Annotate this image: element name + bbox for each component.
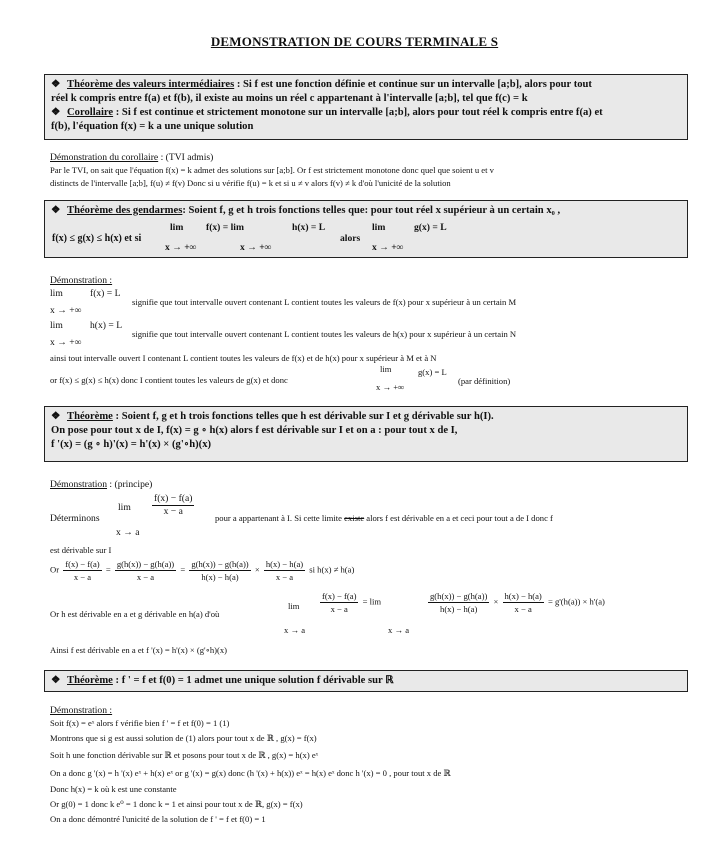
frac-numerator: g(h(x)) − g(h(a)) bbox=[191, 559, 249, 569]
demo-line: or f(x) ≤ g(x) ≤ h(x) donc I contient toutes les valeurs de g(x) et donc bbox=[50, 375, 288, 385]
lim-symbol: lim bbox=[170, 222, 184, 233]
equation-row: Or $\frac{f(x) - f(a)}{x - a}$ = $\frac{g(h(x)) - g(h(a))}{x - a}$ = $\frac{g(h(x)) - g(h(a))}{h(x) - h(a)}$ × $\frac{h(x) - h(a)}{x - a}$ si h(x) ≠ h(a) bbox=[50, 559, 355, 582]
frac-denominator: h(x) − h(a) bbox=[201, 572, 239, 582]
frac-numerator: h(x) − h(a) bbox=[265, 559, 304, 569]
box-line bbox=[51, 106, 681, 120]
demo-heading bbox=[50, 274, 112, 287]
demo-heading bbox=[50, 704, 112, 717]
theorem-label: Théorème bbox=[67, 411, 113, 422]
demo-heading bbox=[50, 151, 213, 164]
alors-text: alors bbox=[340, 233, 361, 244]
frac-denominator: x − a bbox=[330, 604, 348, 614]
box-line bbox=[51, 92, 681, 106]
demo-line: Ainsi f est dérivable en a et f '(x) = h'(x) × (g'∘h)(x) bbox=[50, 645, 227, 655]
bullet-icon: ❖ bbox=[51, 205, 61, 216]
hx-eq: h(x) = L bbox=[90, 320, 123, 331]
frac-numerator: g(h(x)) − g(h(a)) bbox=[116, 559, 175, 569]
theorem-text: : Si f est une fonction définie et continue sur un intervalle [a;b], alors pour tout bbox=[234, 79, 592, 90]
frac-denominator: h(x) − h(a) bbox=[440, 604, 478, 614]
lim-symbol: lim bbox=[380, 364, 392, 374]
fx-eq: f(x) = L bbox=[90, 288, 121, 299]
demo-heading-label: Démonstration : bbox=[50, 275, 113, 286]
demo-line: distincts de l'intervalle [a;b], f(u) ≠ f(v) Donc si u vérifie f(u) = k et si u ≠ v alors f(v) ≠ k d'où l'unicité de la solution bbox=[50, 178, 451, 188]
demo-line: est dérivable sur I bbox=[50, 545, 112, 555]
theorem-formula: f '(x) = (g ∘ h)'(x) = h'(x) × (g'∘h)(x) bbox=[51, 439, 212, 450]
frac-denominator: x − a bbox=[136, 572, 155, 582]
demo-line: Par le TVI, on sait que l'équation f(x) = k admet des solutions sur [a;b]. Or f est strictement monotone donc quel que soient u et v bbox=[50, 165, 494, 175]
equation-row: $\frac{g(h(x)) - g(h(a))}{h(x) - h(a)}$ × $\frac{h(x) - h(a)}{x - a}$ = g'(h(a)) × h'(a) bbox=[430, 591, 605, 614]
frac-numerator: h(x) − h(a) bbox=[504, 591, 542, 601]
demo-text: alors f est dérivable en a et ceci pour tout a de I donc f bbox=[364, 513, 553, 523]
theorem-text: : Soient f, g et h trois fonctions telles que: pour tout réel x supérieur à un certain x₀ , bbox=[182, 205, 561, 216]
demo-heading-suffix: : (principe) bbox=[107, 479, 153, 490]
demo-line: signifie que tout intervalle ouvert contenant L contient toutes les valeurs de h(x) pour x supérieur à un certain N bbox=[132, 329, 517, 339]
box-line bbox=[51, 438, 681, 452]
lim-arrow: x → +∞ bbox=[372, 242, 404, 253]
lim-arrow: x → a bbox=[116, 527, 140, 538]
demo-line: Soit f(x) = eˣ alors f vérifie bien f ' = f et f(0) = 1 (1) bbox=[50, 718, 230, 728]
theorem-box-tvi bbox=[44, 74, 688, 140]
frac-numerator: g(h(x)) − g(h(a)) bbox=[430, 591, 488, 601]
box-line bbox=[51, 78, 681, 92]
corollary-label: Corollaire bbox=[67, 107, 114, 118]
demo-line: Soit h une fonction dérivable sur ℝ et posons pour tout x de ℝ , g(x) = h(x) eˣ bbox=[50, 750, 319, 760]
lim-arrow: x → +∞ bbox=[50, 337, 82, 348]
lim-symbol: lim bbox=[50, 288, 63, 299]
frac-numerator: f(x) − f(a) bbox=[65, 559, 100, 569]
lim-arrow: x → +∞ bbox=[50, 305, 82, 316]
demo-text: pour a appartenant à I. Si cette limite bbox=[215, 513, 345, 523]
frac-denominator: x − a bbox=[514, 604, 532, 614]
demo-heading-label: Démonstration : bbox=[50, 705, 113, 716]
demo-line: Montrons que si g est aussi solution de (1) alors pour tout x de ℝ , g(x) = f(x) bbox=[50, 733, 317, 743]
fx-eq: f(x) = lim bbox=[206, 222, 244, 233]
theorem-text: : f ' = f et f(0) = 1 admet une unique solution f dérivable sur ℝ bbox=[112, 675, 394, 686]
frac-denominator: x − a bbox=[73, 572, 92, 582]
demo-line: Or g(0) = 1 donc k e⁰ = 1 donc k = 1 et ainsi pour tout x de ℝ, g(x) = f(x) bbox=[50, 799, 303, 809]
frac-denominator: x − a bbox=[275, 572, 294, 582]
bullet-icon: ❖ bbox=[51, 675, 61, 686]
theorem-label: Théorème bbox=[67, 675, 113, 686]
bullet-icon: ❖ bbox=[51, 79, 61, 90]
box-line bbox=[51, 410, 681, 424]
condition-text: si h(x) ≠ h(a) bbox=[309, 564, 355, 575]
bullet-icon: ❖ bbox=[51, 411, 61, 422]
demo-line: (par définition) bbox=[458, 376, 511, 386]
demo-line: On a donc démontré l'unicité de la solution de f ' = f et f(0) = 1 bbox=[50, 814, 266, 824]
lim-arrow: x → +∞ bbox=[376, 382, 405, 392]
lim-arrow: x → +∞ bbox=[240, 242, 272, 253]
frac-numerator: f(x) − f(a) bbox=[154, 493, 193, 504]
box-line bbox=[51, 674, 681, 688]
lim-symbol: lim bbox=[50, 320, 63, 331]
box-line bbox=[51, 120, 681, 134]
demo-heading-label: Démonstration du corollaire bbox=[50, 152, 159, 163]
lim-symbol: lim bbox=[372, 222, 386, 233]
gx-eq: g(x) = L bbox=[418, 367, 447, 377]
fraction bbox=[150, 493, 196, 518]
page-title: DEMONSTRATION DE COURS TERMINALE S bbox=[210, 34, 499, 49]
demo-line: Or h est dérivable en a et g dérivable en h(a) d'où bbox=[50, 609, 220, 619]
gx-eq: g(x) = L bbox=[414, 222, 447, 233]
demo-heading-label: Démonstration bbox=[50, 479, 108, 490]
bullet-icon: ❖ bbox=[51, 107, 61, 118]
or-text: Or bbox=[50, 564, 60, 575]
hx-eq: h(x) = L bbox=[292, 222, 326, 233]
lim-symbol: lim bbox=[288, 601, 300, 611]
lim-symbol: lim bbox=[118, 502, 131, 513]
box-line bbox=[51, 204, 681, 218]
lim-arrow: x → +∞ bbox=[165, 242, 197, 253]
struck-text: existe bbox=[344, 513, 365, 523]
lim-arrow: x → a bbox=[388, 625, 410, 635]
theorem-box-composition bbox=[44, 406, 688, 462]
corollary-text: : Si f est continue et strictement monotone sur un intervalle [a;b], alors pour tout réel k compris entre f(a) et bbox=[113, 107, 603, 118]
theorem-text: réel k compris entre f(a) et f(b), il existe au moins un réel c appartenant à l'intervalle [a;b], tel que f(c) = k bbox=[51, 93, 528, 104]
demo-line: Donc h(x) = k où k est une constante bbox=[50, 784, 177, 794]
demo-line: On a donc g '(x) = h '(x) eˣ + h(x) eˣ or g '(x) = g(x) donc (h '(x) + h(x)) eˣ = h(x) eˣ donc h '(x) = 0 , pour tout x de ℝ bbox=[50, 768, 451, 778]
theorem-label: Théorème des valeurs intermédiaires bbox=[67, 79, 235, 90]
demo-line: Déterminons bbox=[50, 513, 100, 524]
frac-numerator: f(x) − f(a) bbox=[322, 591, 357, 601]
eq-lim: = lim bbox=[362, 596, 382, 607]
theorem-text: : Soient f, g et h trois fonctions telles que h est dérivable sur I et g dérivable sur h(I). bbox=[112, 411, 494, 422]
result-text: = g'(h(a)) × h'(a) bbox=[547, 596, 605, 607]
ineq-text: f(x) ≤ g(x) ≤ h(x) et si bbox=[52, 233, 142, 244]
theorem-box-exponential bbox=[44, 670, 688, 692]
demo-line: ainsi tout intervalle ouvert I contenant L contient toutes les valeurs de f(x) et de h(x) pour x supérieur à M et à N bbox=[50, 353, 437, 363]
demo-heading-suffix: : (TVI admis) bbox=[158, 152, 214, 163]
lim-arrow: x → a bbox=[284, 625, 306, 635]
theorem-box-gendarmes bbox=[44, 200, 688, 258]
demo-line: signifie que tout intervalle ouvert contenant L contient toutes les valeurs de f(x) pour x supérieur à un certain M bbox=[132, 297, 517, 307]
theorem-label: Théorème des gendarmes bbox=[67, 205, 183, 216]
corollary-text: f(b), l'équation f(x) = k a une unique solution bbox=[51, 121, 254, 132]
theorem-text: On pose pour tout x de I, f(x) = g ∘ h(x) alors f est dérivable sur I et on a : pour tout x de I, bbox=[51, 425, 458, 436]
demo-line bbox=[215, 512, 553, 525]
demo-heading bbox=[50, 478, 152, 491]
box-line bbox=[51, 424, 681, 438]
frac-denominator: x − a bbox=[163, 506, 183, 517]
equation-row bbox=[318, 590, 381, 615]
